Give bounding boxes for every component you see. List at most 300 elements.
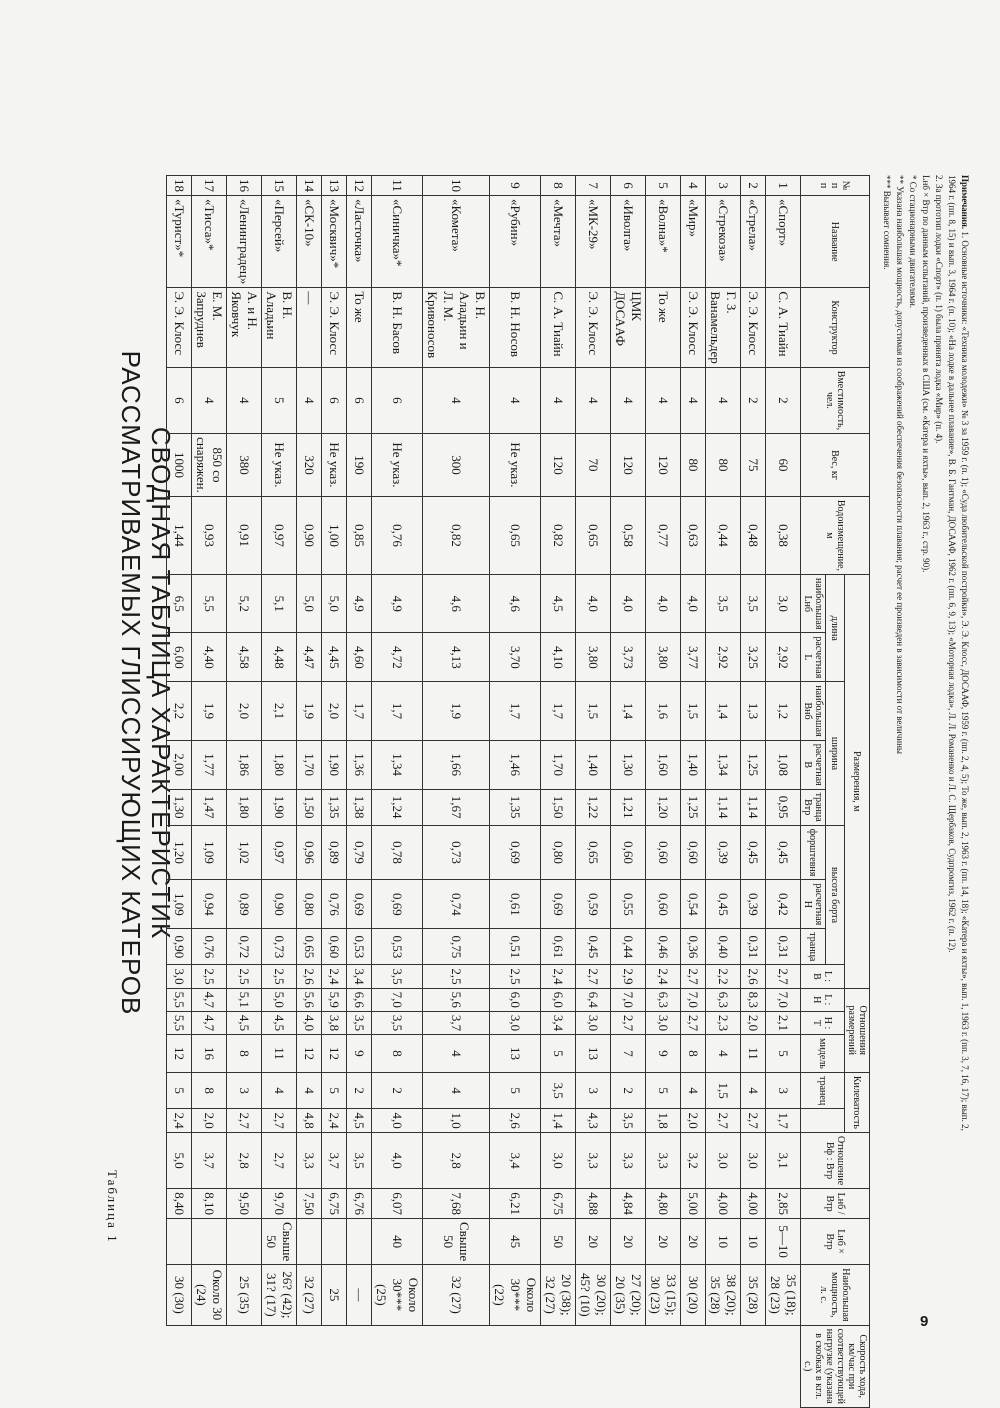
cell-lnb: 5,0 [322, 575, 347, 633]
cell-name: «Тисса»* [192, 196, 227, 288]
cell-ratio: 3,0 [741, 1132, 766, 1188]
cell-ht: 3,5 [372, 1011, 423, 1034]
cell-l: 6,00 [167, 633, 192, 682]
cell-btr: 1,22 [576, 789, 611, 825]
cell-bnb: 2,2 [167, 682, 192, 740]
cell-speed: 26? (42); 31? (17) [262, 1265, 297, 1325]
cell-lnb: 3,0 [766, 575, 801, 633]
cell-prod: 4,00 [706, 1189, 741, 1219]
cell-designer: То же [646, 288, 681, 367]
cell-lh: 5,5 [167, 988, 192, 1011]
cell-ht: 3,0 [576, 1011, 611, 1034]
cell-b: 1,40 [576, 740, 611, 789]
cell-lb: 3,5 [372, 965, 423, 988]
cell-lnb: 5,1 [262, 575, 297, 633]
cell-kt: 4 [262, 1072, 297, 1109]
cell-km: 13 [490, 1035, 541, 1073]
cell-lb: 2,4 [646, 965, 681, 988]
cell-btr: 1,90 [262, 789, 297, 825]
cell-km: 12 [322, 1035, 347, 1073]
cell-bfbtr: 2,7 [227, 1109, 262, 1133]
cell-bfbtr: 2,0 [192, 1109, 227, 1133]
cell-l: 4,47 [297, 633, 322, 682]
cell-b: 1,80 [262, 740, 297, 789]
cell-disp: 0,65 [490, 496, 541, 574]
cell-n: 13 [322, 176, 347, 196]
cell-cap: 4 [192, 367, 227, 433]
cell-disp: 0,93 [192, 496, 227, 574]
cell-lh: 6,3 [706, 988, 741, 1011]
cell-lnb: 5,2 [227, 575, 262, 633]
cell-lb: 2,5 [490, 965, 541, 988]
cell-n: 4 [681, 176, 706, 196]
cell-bfbtr: 2,6 [490, 1109, 541, 1133]
cell-name: «Спорт» [766, 196, 801, 288]
cell-speed: 35 (28) [741, 1265, 766, 1325]
cell-wt: Не указ. [372, 434, 423, 497]
cell-bnb: 1,5 [576, 682, 611, 740]
cell-bnb: 1,7 [541, 682, 576, 740]
note-3: Lнб × Bтр по данным испытаний, произведенных в США (см. «Катера и яхты», вып. 2, 1963 г., стр. 90). [921, 175, 931, 573]
col-num: № п п [801, 176, 870, 196]
table-row [490, 176, 541, 1408]
cell-lb: 2,7 [766, 965, 801, 988]
cell-htr: 0,53 [372, 929, 423, 965]
cell-h: 0,39 [741, 880, 766, 929]
cell-power: 10 [741, 1218, 766, 1264]
cell-designer: Е. М. Запруднев [192, 288, 227, 367]
cell-power: 45 [490, 1218, 541, 1264]
col-h-front: форштевня [801, 825, 826, 880]
cell-power: 20 [611, 1218, 646, 1264]
cell-bfbtr: 1,8 [646, 1109, 681, 1133]
cell-ht: 3,7 [423, 1011, 490, 1034]
cell-lnb: 5,0 [297, 575, 322, 633]
cell-prod: 5,00 [681, 1189, 706, 1219]
cell-km: 7 [611, 1035, 646, 1073]
cell-power [347, 1218, 372, 1264]
cell-ratio: 2,8 [227, 1132, 262, 1188]
cell-wt: Не указ. [490, 434, 541, 497]
cell-n: 14 [297, 176, 322, 196]
cell-ratio: 2,7 [262, 1132, 297, 1188]
cell-km: 12 [297, 1035, 322, 1073]
cell-bnb: 2,0 [227, 682, 262, 740]
cell-hf: 0,79 [347, 825, 372, 880]
cell-n: 11 [372, 176, 423, 196]
cell-prod: 7,68 [423, 1189, 490, 1219]
cell-designer: А. и Н. Яковчук [227, 288, 262, 367]
cell-prod: 4,00 [741, 1189, 766, 1219]
cell-hf: 0,39 [706, 825, 741, 880]
cell-lnb: 5,5 [192, 575, 227, 633]
cell-power: 5—10 [766, 1218, 801, 1264]
cell-bnb: 2,0 [322, 682, 347, 740]
cell-ratio: 3,3 [576, 1132, 611, 1188]
cell-kt: 5 [490, 1072, 541, 1109]
cell-h: 0,60 [646, 880, 681, 929]
cell-speed: Около 30*** (22) [490, 1265, 541, 1325]
cell-prod: 9,70 [262, 1189, 297, 1219]
col-capacity: Вместимость, чел. [801, 367, 870, 433]
cell-bnb: 1,7 [372, 682, 423, 740]
cell-cap: 6 [347, 367, 372, 433]
cell-btr: 1,38 [347, 789, 372, 825]
cell-bfbtr: 2,7 [262, 1109, 297, 1133]
cell-cap: 4 [541, 367, 576, 433]
cell-cap: 6 [372, 367, 423, 433]
col-group-keel: Килеватость [845, 1072, 870, 1132]
cell-wt: 850 со снаряжен. [192, 434, 227, 497]
cell-designer: Э. Э. Клосс [741, 288, 766, 367]
table-row [741, 176, 766, 1408]
table-row [372, 176, 423, 1408]
cell-btr: 1,67 [423, 789, 490, 825]
cell-htr: 0,51 [490, 929, 541, 965]
cell-km: 9 [646, 1035, 681, 1073]
cell-b: 1,08 [766, 740, 801, 789]
table-row [611, 176, 646, 1408]
cell-btr: 1,80 [227, 789, 262, 825]
cell-htr: 0,61 [541, 929, 576, 965]
cell-name: «Комета» [423, 196, 490, 288]
cell-prod: 7,50 [297, 1189, 322, 1219]
cell-lnb: 4,5 [541, 575, 576, 633]
cell-designer: В. Н. Носов [490, 288, 541, 367]
cell-n: 3 [706, 176, 741, 196]
cell-btr: 1,14 [706, 789, 741, 825]
cell-bnb: 2,1 [262, 682, 297, 740]
cell-cap: 4 [576, 367, 611, 433]
cell-htr: 0,46 [646, 929, 681, 965]
cell-disp: 0,65 [576, 496, 611, 574]
cell-power [322, 1218, 347, 1264]
cell-hf: 0,45 [741, 825, 766, 880]
cell-prod: 6,76 [347, 1189, 372, 1219]
cell-b: 1,70 [541, 740, 576, 789]
cell-designer: В. Н. Аладьин [262, 288, 297, 367]
cell-ht: 2,1 [766, 1011, 801, 1034]
cell-btr: 1,50 [541, 789, 576, 825]
cell-bfbtr: 2,0 [681, 1109, 706, 1133]
cell-btr: 1,35 [490, 789, 541, 825]
cell-speed: 32 (27) [423, 1265, 490, 1325]
title-line-1: СВОДНАЯ ТАБЛИЦА ХАРАКТЕРИСТИК [146, 426, 176, 940]
cell-disp: 0,58 [611, 496, 646, 574]
cell-cap: 5 [262, 367, 297, 433]
col-name: Название [801, 196, 870, 288]
cell-bnb: 1,7 [347, 682, 372, 740]
cell-speed: 30 (20); 45? (10) [576, 1265, 611, 1325]
cell-disp: 0,77 [646, 496, 681, 574]
cell-lh: 7,0 [766, 988, 801, 1011]
cell-ht: 4,5 [262, 1011, 297, 1034]
cell-h: 0,59 [576, 880, 611, 929]
cell-l: 4,72 [372, 633, 423, 682]
cell-km: 9 [347, 1035, 372, 1073]
cell-lb: 2,5 [262, 965, 297, 988]
cell-bnb: 1,7 [490, 682, 541, 740]
cell-hf: 0,89 [322, 825, 347, 880]
cell-cap: 2 [766, 367, 801, 433]
cell-lb: 3,0 [167, 965, 192, 988]
cell-kt: 5 [167, 1072, 192, 1109]
cell-lh: 7,0 [681, 988, 706, 1011]
cell-disp: 0,38 [766, 496, 801, 574]
cell-ratio: 3,0 [541, 1132, 576, 1188]
cell-h: 0,94 [192, 880, 227, 929]
cell-wt: 80 [681, 434, 706, 497]
cell-l: 3,73 [611, 633, 646, 682]
cell-htr: 0,73 [262, 929, 297, 965]
cell-prod: 2,85 [766, 1189, 801, 1219]
cell-km: 8 [227, 1035, 262, 1073]
cell-disp: 0,82 [423, 496, 490, 574]
cell-kt: 3 [766, 1072, 801, 1109]
cell-lnb: 3,5 [706, 575, 741, 633]
table-row [262, 176, 297, 1408]
cell-km: 16 [192, 1035, 227, 1073]
cell-n: 5 [646, 176, 681, 196]
cell-speed: 38 (20); 35 (28) [706, 1265, 741, 1325]
cell-htr: 0,36 [681, 929, 706, 965]
col-group-ratios: Отношения размерений [845, 988, 870, 1072]
cell-h: 0,74 [423, 880, 490, 929]
cell-b: 1,90 [322, 740, 347, 789]
cell-n: 16 [227, 176, 262, 196]
cell-lb: 2,4 [322, 965, 347, 988]
cell-lb: 2,7 [681, 965, 706, 988]
cell-l: 4,58 [227, 633, 262, 682]
cell-ht: 3,4 [541, 1011, 576, 1034]
cell-cap: 4 [681, 367, 706, 433]
cell-ratio: 3,1 [766, 1132, 801, 1188]
cell-bfbtr: 1,4 [541, 1109, 576, 1133]
cell-ratio: 5,0 [167, 1132, 192, 1188]
cell-kt: 4 [681, 1072, 706, 1109]
cell-wt: 1000 [167, 434, 192, 497]
cell-htr: 0,65 [297, 929, 322, 965]
cell-hf: 0,97 [262, 825, 297, 880]
cell-wt: 120 [646, 434, 681, 497]
col-lh: L : H [801, 988, 845, 1011]
cell-ht: 2,7 [611, 1011, 646, 1034]
cell-lb: 2,9 [611, 965, 646, 988]
cell-kt: 1,5 [706, 1072, 741, 1109]
cell-htr: 0,75 [423, 929, 490, 965]
cell-b: 1,66 [423, 740, 490, 789]
cell-ratio: 3,7 [192, 1132, 227, 1188]
cell-b: 1,77 [192, 740, 227, 789]
cell-n: 2 [741, 176, 766, 196]
cell-lnb: 4,6 [423, 575, 490, 633]
col-group-height: высота борта [826, 825, 845, 965]
cell-btr: 1,50 [297, 789, 322, 825]
cell-h: 0,89 [227, 880, 262, 929]
cell-ht: 4,7 [192, 1011, 227, 1034]
cell-hf: 0,60 [646, 825, 681, 880]
cell-hf: 0,65 [576, 825, 611, 880]
cell-power: 10 [706, 1218, 741, 1264]
cell-km: 8 [681, 1035, 706, 1073]
cell-lb: 2,5 [192, 965, 227, 988]
cell-name: «Стрекоза» [706, 196, 741, 288]
cell-kt: 2 [611, 1072, 646, 1109]
cell-b: 1,34 [706, 740, 741, 789]
cell-ht: 3,8 [322, 1011, 347, 1034]
cell-wt: Не указ. [322, 434, 347, 497]
cell-prod: 4,80 [646, 1189, 681, 1219]
col-group-dims: Размерения, м [845, 575, 870, 989]
cell-kt: 5 [322, 1072, 347, 1109]
cell-cap: 4 [297, 367, 322, 433]
cell-b: 1,36 [347, 740, 372, 789]
cell-hf: 0,69 [490, 825, 541, 880]
cell-name: «Мечта» [541, 196, 576, 288]
cell-name: «Персей» [262, 196, 297, 288]
cell-designer: Э. Э. Клосс [681, 288, 706, 367]
cell-cap: 4 [611, 367, 646, 433]
cell-hf: 0,73 [423, 825, 490, 880]
table-row [322, 176, 347, 1408]
cell-htr: 0,90 [167, 929, 192, 965]
cell-designer: Э. Э. Клосс [322, 288, 347, 367]
table-row [423, 176, 490, 1408]
cell-lb: 3,4 [347, 965, 372, 988]
cell-btr: 0,95 [766, 789, 801, 825]
cell-name: «Мир» [681, 196, 706, 288]
col-len-max: наибольшая Lнб [801, 575, 826, 633]
cell-name: «МК-29» [576, 196, 611, 288]
cell-lnb: 4,0 [646, 575, 681, 633]
cell-speed: Около 30***(25) [372, 1265, 423, 1325]
table-row [297, 176, 322, 1408]
cell-designer: С. А. Тиайн [541, 288, 576, 367]
note-2: 2. За прототип лодки «Спорт» (п. 1) была принята лодка «Мир» (п. 4). [934, 175, 944, 444]
cell-lh: 6,6 [347, 988, 372, 1011]
cell-h: 0,69 [372, 880, 423, 929]
cell-ratio: 3,3 [611, 1132, 646, 1188]
cell-designer: В. Н. Басов [372, 288, 423, 367]
cell-kt: 5 [646, 1072, 681, 1109]
cell-prod: 4,84 [611, 1189, 646, 1219]
title-line-2: РАССМАТРИВАЕМЫХ ГЛИССИРУЮЩИХ КАТЕРОВ [116, 350, 146, 1016]
cell-wt: 70 [576, 434, 611, 497]
cell-power: 40 [372, 1218, 423, 1264]
cell-btr: 1,47 [192, 789, 227, 825]
notes-heading: Примечания. [960, 175, 970, 230]
notes [879, 175, 970, 1175]
cell-btr: 1,25 [681, 789, 706, 825]
cell-bnb: 1,2 [766, 682, 801, 740]
cell-hf: 0,80 [541, 825, 576, 880]
cell-cap: 2 [741, 367, 766, 433]
cell-kt: 3 [227, 1072, 262, 1109]
cell-power [297, 1218, 322, 1264]
cell-b: 1,34 [372, 740, 423, 789]
cell-l: 3,80 [576, 633, 611, 682]
cell-power: 20 [576, 1218, 611, 1264]
cell-km: 12 [167, 1035, 192, 1073]
cell-n: 12 [347, 176, 372, 196]
cell-power: Свыше 50 [262, 1218, 297, 1264]
cell-n: 9 [490, 176, 541, 196]
cell-bfbtr: 4,0 [372, 1109, 423, 1133]
cell-btr: 1,30 [167, 789, 192, 825]
cell-lb: 2,7 [576, 965, 611, 988]
cell-hf: 0,60 [681, 825, 706, 880]
cell-km: 4 [706, 1035, 741, 1073]
cell-lnb: 6,5 [167, 575, 192, 633]
cell-lb: 2,2 [706, 965, 741, 988]
cell-h: 0,42 [766, 880, 801, 929]
boats-table [166, 175, 870, 1408]
cell-l: 3,77 [681, 633, 706, 682]
cell-name: «Рубин» [490, 196, 541, 288]
cell-bnb: 1,9 [192, 682, 227, 740]
cell-wt: 190 [347, 434, 372, 497]
cell-name: «СК-10» [297, 196, 322, 288]
footnote-2: ** Указана наибольшая мощность, допустимая из соображений обеспечения безопасности плавания; расчет ее произведен в зависимости от величины [895, 175, 905, 754]
cell-wt: 80 [706, 434, 741, 497]
note-1: 1. Основные источники: «Техника молодежи» № 3 за 1959 г. (п. 1); «Суда любительской постройки», Э. Э. Клосс, ДОСААФ, 1959 г. (пп. 2, 4, 5); То же, вып. 2, 1963 г. (пп. 14, 18); «Катера и яхты», вып. 1, 1963 г. (пп. 3, 7, 16, 17); вып. 2, [960, 231, 970, 1131]
cell-htr: 0,31 [741, 929, 766, 965]
cell-ht: 3,0 [490, 1011, 541, 1034]
page-number: 9 [920, 1313, 929, 1330]
cell-ratio: 2,8 [423, 1132, 490, 1188]
cell-htr: 0,53 [347, 929, 372, 965]
col-group-length: длина [826, 575, 845, 682]
table-row [227, 176, 262, 1408]
cell-l: 3,25 [741, 633, 766, 682]
cell-speed: 35 (18); 28 (23) [766, 1265, 801, 1325]
cell-btr: 1,35 [322, 789, 347, 825]
cell-b: 1,46 [490, 740, 541, 789]
cell-n: 1 [766, 176, 801, 196]
cell-h: 0,90 [262, 880, 297, 929]
cell-b: 1,25 [741, 740, 766, 789]
cell-lnb: 4,9 [372, 575, 423, 633]
col-lb: L : B [801, 965, 845, 988]
cell-ht: 3,0 [646, 1011, 681, 1034]
cell-lh: 5,0 [262, 988, 297, 1011]
cell-b: 1,60 [646, 740, 681, 789]
cell-lh: 5,9 [322, 988, 347, 1011]
cell-l: 4,45 [322, 633, 347, 682]
cell-kt: 3 [576, 1072, 611, 1109]
col-lnb-x-btr: Lнб × Bтр [801, 1218, 870, 1264]
cell-speed: 25 [322, 1265, 347, 1325]
col-keel-mid: мидель [801, 1035, 845, 1073]
cell-lnb: 4,0 [611, 575, 646, 633]
cell-bfbtr: 2,7 [706, 1109, 741, 1133]
cell-hf: 0,96 [297, 825, 322, 880]
cell-km: 8 [372, 1035, 423, 1073]
cell-h: 1,09 [167, 880, 192, 929]
cell-l: 4,40 [192, 633, 227, 682]
cell-h: 0,61 [490, 880, 541, 929]
cell-power: 20 [681, 1218, 706, 1264]
cell-n: 10 [423, 176, 490, 196]
cell-h: 0,55 [611, 880, 646, 929]
footnote-3: *** Вызывает сомнения. [882, 175, 892, 270]
cell-bfbtr: 2,7 [741, 1109, 766, 1133]
cell-lh: 7,0 [611, 988, 646, 1011]
cell-n: 18 [167, 176, 192, 196]
col-h-tr: транца [801, 929, 826, 965]
cell-km: 5 [541, 1035, 576, 1073]
cell-n: 7 [576, 176, 611, 196]
